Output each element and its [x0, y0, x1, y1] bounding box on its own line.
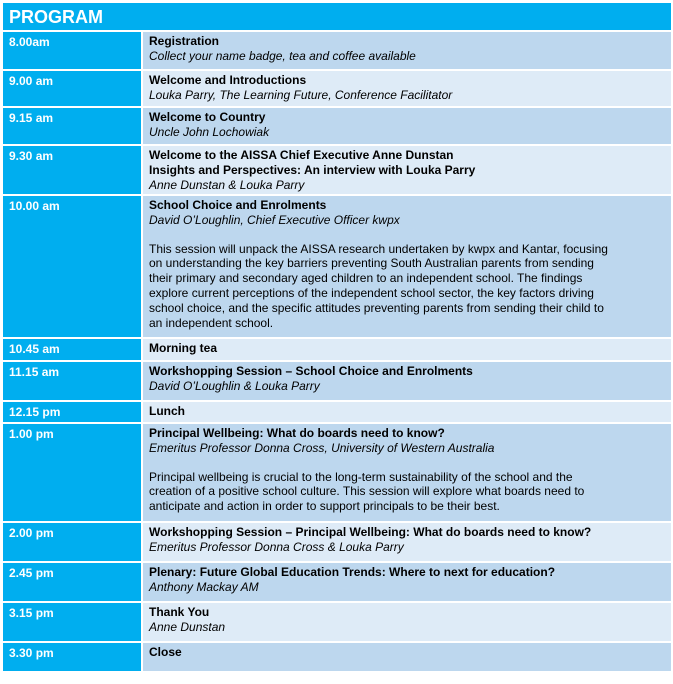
table-row: [3, 339, 671, 362]
description-line: creation of a positive school culture. This session will explore what boards need to: [149, 484, 585, 499]
session-time: 3.30 pm: [3, 643, 143, 673]
description-line: an independent school.: [149, 315, 274, 330]
session-title: Workshopping Session – School Choice and Enrolments: [149, 364, 473, 378]
session-description: [149, 242, 665, 331]
session-time: 10.00 am: [3, 196, 143, 339]
session-details: [143, 523, 671, 563]
session-time: 10.45 am: [3, 339, 143, 362]
description-line: Principal wellbeing is crucial to the long-term sustainability of the school and the: [149, 469, 573, 484]
session-title: Welcome and Introductions: [149, 73, 307, 87]
session-speaker: Anthony Mackay AM: [149, 579, 259, 594]
session-title: Thank You: [149, 605, 210, 619]
table-row: [3, 71, 671, 108]
session-time: 2.45 pm: [3, 563, 143, 603]
session-title: Welcome to the AISSA Chief Executive Anne Dunstan: [149, 148, 454, 162]
session-speaker: Emeritus Professor Donna Cross & Louka Parry: [149, 539, 404, 554]
session-speaker: Emeritus Professor Donna Cross, University of Western Australia: [149, 440, 495, 455]
program-header: PROGRAM: [3, 3, 671, 32]
table-row: [3, 146, 671, 196]
table-row: [3, 362, 671, 402]
table-row: [3, 563, 671, 603]
session-details: [143, 362, 671, 402]
session-speaker: Louka Parry, The Learning Future, Conference Facilitator: [149, 87, 453, 102]
session-details: [143, 339, 671, 362]
table-row: [3, 196, 671, 339]
session-details: [143, 643, 671, 673]
session-time: 1.00 pm: [3, 424, 143, 523]
table-row: [3, 108, 671, 146]
session-time: 11.15 am: [3, 362, 143, 402]
session-details: [143, 146, 671, 196]
session-time: 12.15 pm: [3, 402, 143, 424]
session-title: Registration: [149, 34, 220, 48]
session-details: [143, 108, 671, 146]
session-details: [143, 603, 671, 643]
description-line: This session will unpack the AISSA research undertaken by kwpx and Kantar, focusing: [149, 241, 608, 256]
table-row: [3, 32, 671, 71]
description-line: anticipate and action in order to support principals to be their best.: [149, 499, 500, 514]
session-speaker: David O’Loughlin, Chief Executive Officer kwpx: [149, 212, 400, 227]
session-details: [143, 32, 671, 71]
session-details: [143, 71, 671, 108]
session-time: 9.15 am: [3, 108, 143, 146]
session-time: 2.00 pm: [3, 523, 143, 563]
session-details: [143, 196, 671, 339]
table-row: [3, 523, 671, 563]
session-details: [143, 563, 671, 603]
session-time: 3.15 pm: [3, 603, 143, 643]
session-time: 9.30 am: [3, 146, 143, 196]
table-row: [3, 424, 671, 523]
session-title: Welcome to Country: [149, 110, 266, 124]
table-row: [3, 402, 671, 424]
session-title: Close: [149, 645, 182, 659]
session-title: School Choice and Enrolments: [149, 198, 327, 212]
session-details: [143, 402, 671, 424]
session-title: Principal Wellbeing: What do boards need to know?: [149, 426, 445, 440]
table-row: [3, 643, 671, 673]
session-description: [149, 470, 665, 514]
description-line: explore current perceptions of the independent school sector, the key factors driving: [149, 285, 594, 300]
session-title: Plenary: Future Global Education Trends: Where to next for education?: [149, 565, 556, 579]
session-speaker: Anne Dunstan: [149, 619, 226, 634]
session-speaker: Collect your name badge, tea and coffee available: [149, 48, 416, 63]
description-line: school choice, and the specific attitudes preventing parents from sending their child to: [149, 300, 604, 315]
session-title: Morning tea: [149, 341, 217, 355]
session-title-secondary: Insights and Perspectives: An interview with Louka Parry: [149, 162, 476, 177]
session-time: 8.00am: [3, 32, 143, 71]
table-row: [3, 603, 671, 643]
program-table: [3, 3, 671, 673]
description-line: their primary and secondary aged children to an independent school. The findings: [149, 271, 583, 286]
description-line: on understanding the key barriers preventing South Australian parents from sending: [149, 256, 594, 271]
session-speaker: Anne Dunstan & Louka Parry: [149, 177, 305, 192]
session-speaker: David O’Loughlin & Louka Parry: [149, 378, 320, 393]
session-time: 9.00 am: [3, 71, 143, 108]
session-title: Lunch: [149, 404, 185, 418]
session-details: [143, 424, 671, 523]
session-speaker: Uncle John Lochowiak: [149, 124, 270, 139]
session-title: Workshopping Session – Principal Wellbeing: What do boards need to know?: [149, 525, 592, 539]
